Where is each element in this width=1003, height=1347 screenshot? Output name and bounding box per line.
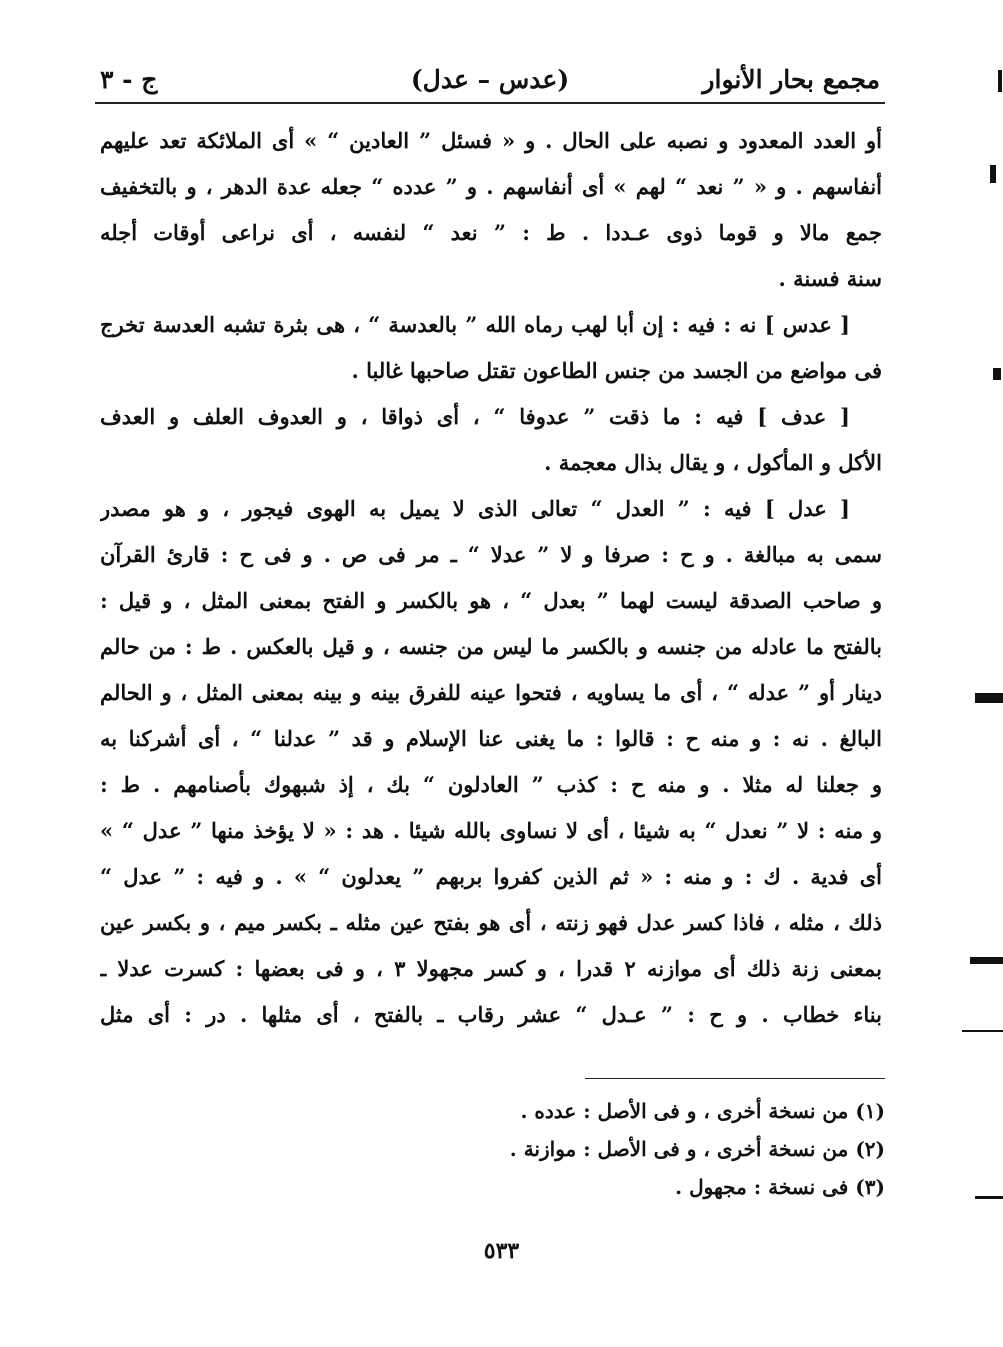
text-line: بمعنى زنة ذلك أى موازنه ٢ قدرا ، و كسر مجهولا ٣ ، و فى بعضها : كسرت عدلا ـ bbox=[100, 956, 882, 981]
entry-line-adas: [ عدس ] نه : فيه : إن أبا لهب رماه الله ” بالعدسة “ ، هى بثرة تشبه العدسة تخرج bbox=[100, 312, 850, 337]
text-line: و منه : لا ” نعدل “ به شيئا ، أى لا نساوى بالله شيئا . هد : « لا يؤخذ منها ” عدل “ » bbox=[100, 818, 882, 843]
text-line: فى مواضع من الجسد من جنس الطاعون تقتل صاحبها غالبا . bbox=[351, 358, 882, 383]
book-title: مجمع بحار الأنوار bbox=[702, 64, 880, 94]
text-line: أى فدية . ك : و منه : « ثم الذين كفروا بربهم ” يعدلون “ » . و فيه : ” عدل “ bbox=[100, 864, 882, 889]
text-line: أو العدد المعدود و نصبه على الحال . و « فسئل ” العادين “ » أى الملائكة تعد عليهم bbox=[100, 128, 882, 153]
text-line: الأكل و المأكول ، و يقال بذال معجمة . bbox=[544, 450, 882, 475]
footnote-3: (٣) فى نسخة : مجهول . bbox=[675, 1175, 885, 1199]
volume-label: ج - ٣ bbox=[100, 64, 158, 94]
scan-mark bbox=[975, 1196, 1003, 1199]
text-line: و جعلنا له مثلا . و منه ح : كذب ” العادلون “ بك ، إذ شبهوك بأصنامهم . ط : bbox=[100, 772, 882, 797]
scan-mark bbox=[993, 368, 1001, 380]
scan-mark bbox=[970, 957, 1003, 964]
footnote-rule bbox=[585, 1078, 885, 1079]
entry-line-adaf: [ عدف ] فيه : ما ذقت ” عدوفا “ ، أى ذواقا ، و العدوف العلف و العدف bbox=[100, 404, 850, 429]
header-rule bbox=[95, 102, 885, 104]
text-line: جمع مالا و قوما ذوى عـددا . ط : ” نعد “ لنفسه ، أى نراعى أوقات أجله bbox=[100, 220, 882, 245]
footnote-1: (١) من نسخة أخرى ، و فى الأصل : عدده . bbox=[520, 1099, 885, 1123]
footnotes bbox=[285, 1092, 885, 1206]
footnote-2: (٢) من نسخة أخرى ، و فى الأصل : موازنة . bbox=[509, 1137, 885, 1161]
main-text bbox=[100, 118, 882, 1038]
text-line: سنة فسنة . bbox=[778, 266, 882, 291]
page-number: ٥٣٣ bbox=[483, 1238, 520, 1264]
running-header bbox=[100, 58, 880, 100]
entry-line-adl: [ عدل ] فيه : ” العدل “ تعالى الذى لا يميل به الهوى فيجور ، و هو مصدر bbox=[100, 496, 850, 521]
text-line: دينار أو ” عدله “ ، أى ما يساويه ، فتحوا عينه للفرق بينه و بينه بمعنى المثل ، و الحالم bbox=[100, 680, 882, 705]
text-line: أنفاسهم . و « ” نعد “ لهم » أى أنفاسهم . و ” عدده “ جعله عدة الدهر ، و بالتخفيف bbox=[100, 174, 882, 199]
scan-mark bbox=[998, 70, 1002, 92]
entry-range: (عدس – عدل) bbox=[410, 64, 570, 94]
text-line: البالغ . نه : و منه ح : قالوا : ما يغنى عنا الإسلام و قد ” عدلنا “ ، أى أشركنا به bbox=[100, 726, 882, 751]
scan-mark bbox=[975, 693, 1003, 703]
text-line: بالفتح ما عادله من جنسه و بالكسر ما ليس من جنسه ، و قيل بالعكس . ط : من حالم bbox=[100, 634, 882, 659]
text-line: سمى به مبالغة . و ح : صرفا و لا ” عدلا “ ـ مر فى ص . و فى ح : قارئ القرآن bbox=[100, 542, 882, 567]
text-line: ذلك ، مثله ، فاذا كسر عدل فهو زنته ، أى هو بفتح عين مثله ـ بكسر ميم ، و بكسر عين bbox=[100, 910, 882, 935]
scan-mark bbox=[990, 165, 996, 183]
text-line: و صاحب الصدقة ليست لهما ” بعدل “ ، هو بالكسر و الفتح بمعنى المثل ، و قيل : bbox=[100, 588, 882, 613]
scan-mark bbox=[962, 1030, 1003, 1032]
text-line: بناء خطاب . و ح : ” عـدل “ عشر رقاب ـ بالفتح ، أى مثلها . در : أى مثل bbox=[100, 1002, 882, 1027]
